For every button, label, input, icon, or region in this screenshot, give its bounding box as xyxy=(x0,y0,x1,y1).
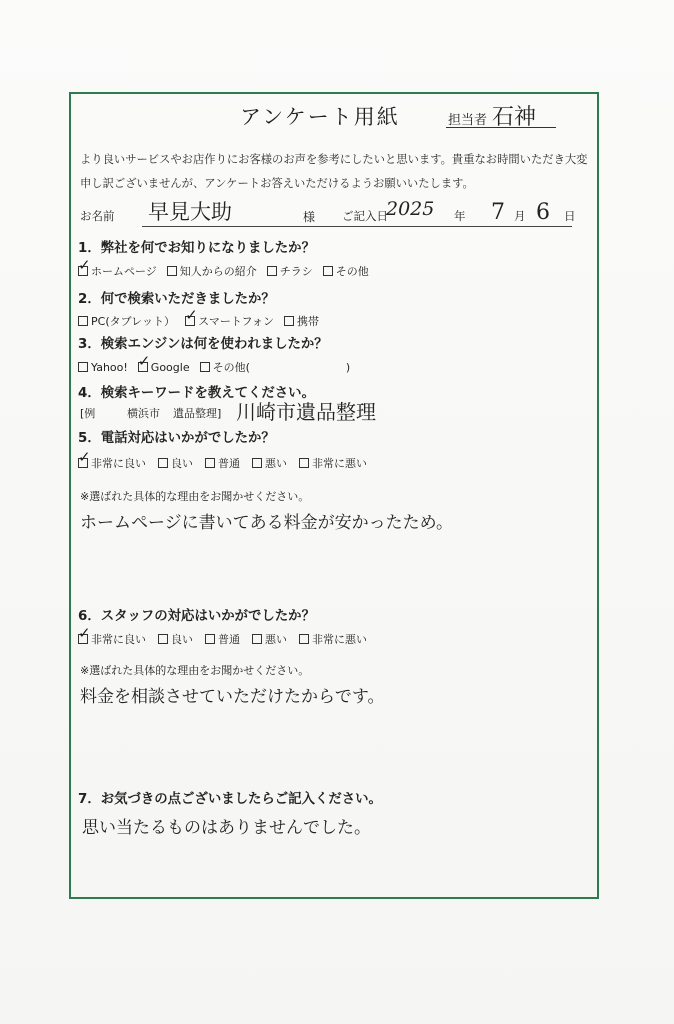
staff-name-handwritten: 石神 xyxy=(492,105,537,130)
q4-example-1: 横浜市 xyxy=(127,407,160,420)
q1-option-other[interactable]: その他 xyxy=(323,263,369,279)
q1-option-flyer[interactable]: チラシ xyxy=(267,263,313,279)
name-value-handwritten: 早見大助 xyxy=(148,200,232,224)
check-mark-icon: ✓ xyxy=(78,256,91,274)
checkbox[interactable] xyxy=(78,362,88,372)
checkbox[interactable] xyxy=(78,448,91,468)
checkbox[interactable] xyxy=(158,634,168,644)
checkbox[interactable] xyxy=(252,458,262,468)
q4-example-2: 遺品整理] xyxy=(173,407,222,420)
q3-option-other[interactable]: その他( ) xyxy=(200,359,351,375)
q7-answer-handwritten: 思い当たるものはありませんでした。 xyxy=(82,818,371,838)
checkbox[interactable] xyxy=(252,634,262,644)
checkbox[interactable] xyxy=(200,362,210,372)
q6-option-very-good[interactable]: ✓ 非常に良い xyxy=(78,624,146,646)
q5-option-very-good[interactable]: ✓ 非常に良い xyxy=(78,448,146,470)
staff-underline xyxy=(446,127,556,128)
q5-reason-handwritten: ホームページに書いてある料金が安かったため。 xyxy=(80,513,453,533)
checkbox[interactable] xyxy=(185,306,198,326)
q2-option-smartphone[interactable]: ✓ スマートフォン xyxy=(185,306,274,328)
q6-option-average[interactable]: 普通 xyxy=(205,631,240,647)
q5-reason-prompt: ※選ばれた具体的な理由をお聞かせください。 xyxy=(80,490,310,503)
q3-options xyxy=(78,352,351,375)
q5-option-good[interactable]: 良い xyxy=(158,455,193,471)
question-7: 7．お気づきの点ございましたらご記入ください。 xyxy=(78,792,382,807)
q3-option-google[interactable]: ✓ Google xyxy=(137,352,190,374)
checkbox[interactable] xyxy=(284,316,294,326)
checkbox[interactable] xyxy=(158,458,168,468)
checkbox[interactable] xyxy=(78,316,88,326)
check-mark-icon: ✓ xyxy=(137,352,151,370)
checkbox[interactable] xyxy=(78,256,91,276)
checkbox[interactable] xyxy=(205,458,215,468)
checkbox[interactable] xyxy=(167,266,177,276)
q1-options xyxy=(78,256,369,279)
checkbox[interactable] xyxy=(205,634,215,644)
staff-label: 担当者 xyxy=(448,113,488,128)
form-title: アンケート用紙 xyxy=(240,105,400,129)
month-value-handwritten: 7 xyxy=(491,200,505,225)
question-2: 2．何で検索いただきましたか？ xyxy=(78,292,275,307)
checkbox[interactable] xyxy=(323,266,333,276)
intro-line-2: 申し訳ございませんが、アンケートお答えいただけるようお願いいたします。 xyxy=(80,177,474,190)
q3-option-yahoo[interactable]: Yahoo! xyxy=(78,359,128,375)
q5-option-very-bad[interactable]: 非常に悪い xyxy=(299,455,367,471)
q6-reason-handwritten: 料金を相談させていただけたからです。 xyxy=(80,687,385,707)
question-4: 4．検索キーワードを教えてください。 xyxy=(78,386,315,401)
name-label: お名前 xyxy=(80,209,115,223)
q6-option-very-bad[interactable]: 非常に悪い xyxy=(299,631,367,647)
q1-option-homepage[interactable]: ✓ ホームページ xyxy=(78,256,157,278)
checkbox[interactable] xyxy=(299,458,309,468)
sama-label: 様 xyxy=(303,210,316,224)
question-1: 1．弊社を何でお知りになりましたか？ xyxy=(78,241,315,256)
q2-option-mobile[interactable]: 携帯 xyxy=(284,313,319,329)
checkbox[interactable] xyxy=(137,352,151,372)
q4-example-open: [例 xyxy=(80,407,96,420)
q2-options xyxy=(78,306,319,329)
date-label: ご記入日 xyxy=(342,209,388,223)
intro-line-1: より良いサービスやお店作りにお客様のお声を参考にしたいと思います。貴重なお時間いただき大変 xyxy=(80,153,588,166)
q2-option-pc[interactable]: PC(タブレット） xyxy=(78,313,175,329)
name-underline xyxy=(142,226,572,227)
check-mark-icon: ✓ xyxy=(185,306,198,324)
question-5: 5．電話対応はいかがでしたか？ xyxy=(78,431,275,446)
check-mark-icon: ✓ xyxy=(78,448,91,466)
day-label: 日 xyxy=(564,209,576,223)
checkbox[interactable] xyxy=(78,624,91,644)
q4-answer-handwritten: 川崎市遺品整理 xyxy=(236,400,376,424)
year-label: 年 xyxy=(454,209,466,223)
question-6: 6．スタッフの対応はいかがでしたか？ xyxy=(78,609,315,624)
q5-option-average[interactable]: 普通 xyxy=(205,455,240,471)
checkbox[interactable] xyxy=(299,634,309,644)
check-mark-icon: ✓ xyxy=(78,624,91,642)
q6-options xyxy=(78,624,367,647)
month-label: 月 xyxy=(514,209,526,223)
q5-option-bad[interactable]: 悪い xyxy=(252,455,287,471)
checkbox[interactable] xyxy=(267,266,277,276)
q6-option-good[interactable]: 良い xyxy=(158,631,193,647)
year-value-handwritten: 2025 xyxy=(386,198,435,220)
q6-reason-prompt: ※選ばれた具体的な理由をお聞かせください。 xyxy=(80,664,310,677)
q6-option-bad[interactable]: 悪い xyxy=(252,631,287,647)
q1-option-referral[interactable]: 知人からの紹介 xyxy=(167,263,257,279)
day-value-handwritten: 6 xyxy=(536,200,550,225)
question-3: 3．検索エンジンは何を使われましたか？ xyxy=(78,337,328,352)
q5-options xyxy=(78,448,367,471)
